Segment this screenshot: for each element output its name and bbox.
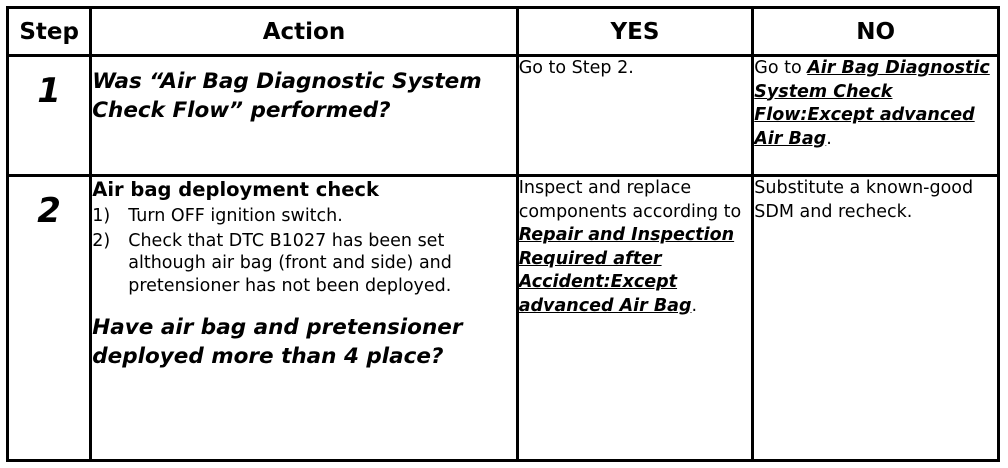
action-cell (91, 176, 517, 461)
list-item (92, 230, 515, 298)
step-number: 2 (37, 191, 61, 231)
substep-number: 1) (92, 206, 111, 226)
action-question: Was “Air Bag Diagnostic System Check Flow” performed? (92, 69, 482, 123)
action-question: Have air bag and pretensioner deployed more than 4 place? (92, 315, 463, 369)
table-row (8, 56, 999, 176)
no-suffix: . (826, 128, 832, 149)
yes-text: Go to Step 2. (518, 58, 634, 78)
header-row (8, 8, 999, 56)
yes-cell (517, 56, 753, 176)
substep-number: 2) (92, 230, 111, 251)
air-bag-diagnostic-link[interactable]: Air Bag Diagnostic System Check Flow:Except advanced Air Bag (754, 58, 990, 149)
header-action: Action (91, 8, 517, 56)
substep-text: Turn OFF ignition switch. (128, 206, 343, 226)
yes-prefix: Inspect and replace components according to (518, 178, 742, 222)
no-cell (753, 56, 999, 176)
no-cell (753, 176, 999, 461)
substep-text: Check that DTC B1027 has been set although air bag (front and side) and pretensioner has not been deployed. (128, 230, 452, 296)
diagnostic-table (6, 6, 1000, 462)
substep-list (92, 205, 515, 297)
list-item (92, 205, 515, 228)
repair-inspection-link[interactable]: Repair and Inspection Required after Accident:Except advanced Air Bag (518, 225, 735, 316)
step-number: 1 (37, 71, 61, 111)
step-cell (8, 176, 91, 461)
step-cell (8, 56, 91, 176)
action-heading: Air bag deployment check (92, 178, 379, 201)
header-step: Step (8, 8, 91, 56)
yes-suffix: . (691, 295, 698, 316)
no-text: Substitute a known-good SDM and recheck. (754, 178, 974, 222)
yes-cell (517, 176, 753, 461)
no-prefix: Go to (754, 58, 808, 78)
header-no: NO (753, 8, 999, 56)
header-yes: YES (517, 8, 753, 56)
table-row (8, 176, 999, 461)
action-cell (91, 56, 517, 176)
